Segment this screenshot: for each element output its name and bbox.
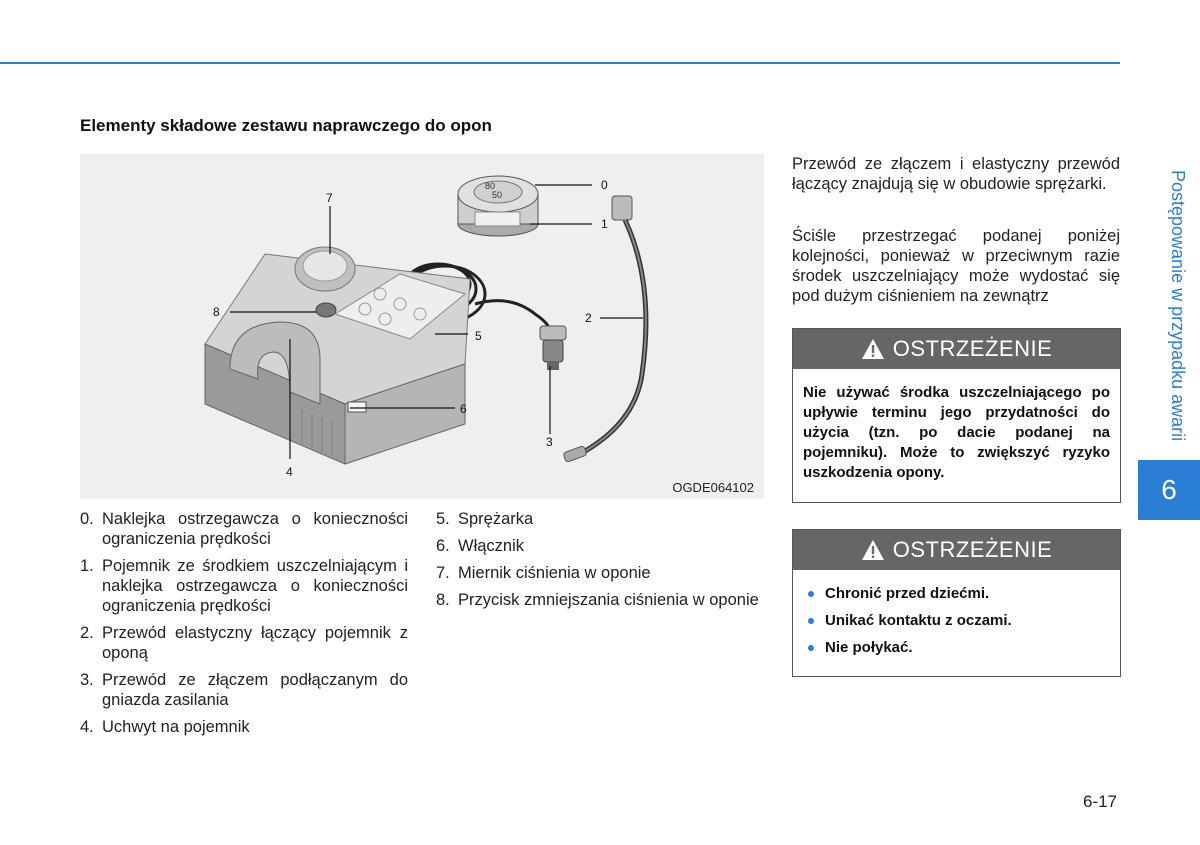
item-number: 0. [80, 510, 94, 528]
item-number: 4. [80, 718, 94, 736]
list-item [436, 536, 766, 556]
warning-bullet-list [803, 584, 1110, 658]
list-item: Unikać kontaktu z oczami. [803, 611, 1110, 631]
callout-2: 2 [585, 311, 592, 325]
warning-title: OSTRZEŻENIE [892, 336, 1053, 361]
repair-kit-illustration [80, 154, 764, 499]
warning-box-safety [792, 529, 1121, 677]
callout-6: 6 [460, 402, 467, 416]
item-text: Pojemnik ze środkiem uszczelniającym i naklejka ostrzegawcza o konieczności ograniczenia prędkości [102, 557, 408, 615]
compressor-body [205, 247, 470, 464]
list-item: Chronić przed dziećmi. [803, 584, 1110, 604]
item-text: Przycisk zmniejszania ciśnienia w oponie [458, 591, 759, 609]
power-connector [540, 326, 566, 370]
page-number: 6-17 [1082, 792, 1117, 811]
warning-header [793, 530, 1120, 570]
sealant-can [458, 176, 538, 236]
warning-triangle-icon [861, 539, 885, 561]
parts-list-left [80, 509, 408, 744]
top-rule [0, 62, 1120, 64]
warning-title: OSTRZEŻENIE [892, 537, 1053, 562]
figure-code: OGDE064102 [672, 480, 754, 495]
callout-3: 3 [546, 435, 553, 449]
warning-body: Nie używać środka uszczelniającego po upływie terminu jego przydatności do użycia (tzn. po dacie podanej na pojemniku). Może to zwiększyć ryzyko uszkodzenia opony. [803, 384, 1110, 481]
warning-body [793, 570, 1120, 677]
gauge-mark-80: 80 [485, 181, 496, 191]
list-item [80, 623, 408, 663]
item-text: Włącznik [458, 537, 525, 555]
item-text: Uchwyt na pojemnik [102, 718, 250, 736]
tire-repair-kit-figure [80, 154, 764, 499]
item-number: 7. [436, 564, 450, 582]
paragraph-hose-storage: Przewód ze złączem i elastyczny przewód łączący znajdują się w obudowie sprężarki. [792, 155, 1120, 193]
item-number: 5. [436, 510, 450, 528]
flexible-hose [563, 196, 646, 462]
section-title: Elementy składowe zestawu naprawczego do opon [80, 116, 492, 135]
item-number: 2. [80, 624, 94, 642]
list-item [80, 717, 408, 737]
list-item [80, 509, 408, 549]
parts-list-right [436, 509, 766, 617]
callout-4: 4 [286, 465, 293, 479]
item-number: 3. [80, 671, 94, 689]
item-text: Przewód elastyczny łączący pojemnik z oponą [102, 624, 408, 662]
chapter-side-label: Postępowanie w przypadku awarii [1168, 170, 1188, 442]
list-item [436, 563, 766, 583]
item-number: 1. [80, 557, 94, 575]
callout-1: 1 [601, 217, 608, 231]
item-text: Przewód ze złączem podłączanym do gniazda zasilania [102, 671, 408, 709]
list-item [436, 509, 766, 529]
warning-triangle-icon [861, 338, 885, 360]
item-number: 8. [436, 591, 450, 609]
warning-box-expiry [792, 328, 1121, 503]
callout-5: 5 [475, 329, 482, 343]
warning-header [793, 329, 1120, 369]
list-item [80, 556, 408, 616]
item-text: Miernik ciśnienia w oponie [458, 564, 651, 582]
chapter-tab: 6 [1138, 460, 1200, 520]
list-item: Nie połykać. [803, 638, 1110, 658]
callout-8: 8 [213, 305, 220, 319]
gauge-mark-50: 50 [492, 190, 503, 200]
paragraph-sequence-note: Ściśle przestrzegać podanej poniżej kolejności, ponieważ w przeciwnym razie środek uszczelniający może wydostać się pod dużym ciśnieniem na zewnątrz [792, 227, 1120, 305]
list-item [80, 670, 408, 710]
callout-7: 7 [326, 191, 333, 205]
item-text: Naklejka ostrzegawcza o konieczności ograniczenia prędkości [102, 510, 408, 548]
item-number: 6. [436, 537, 450, 555]
list-item [436, 590, 766, 610]
callout-0: 0 [601, 178, 608, 192]
item-text: Sprężarka [458, 510, 534, 528]
